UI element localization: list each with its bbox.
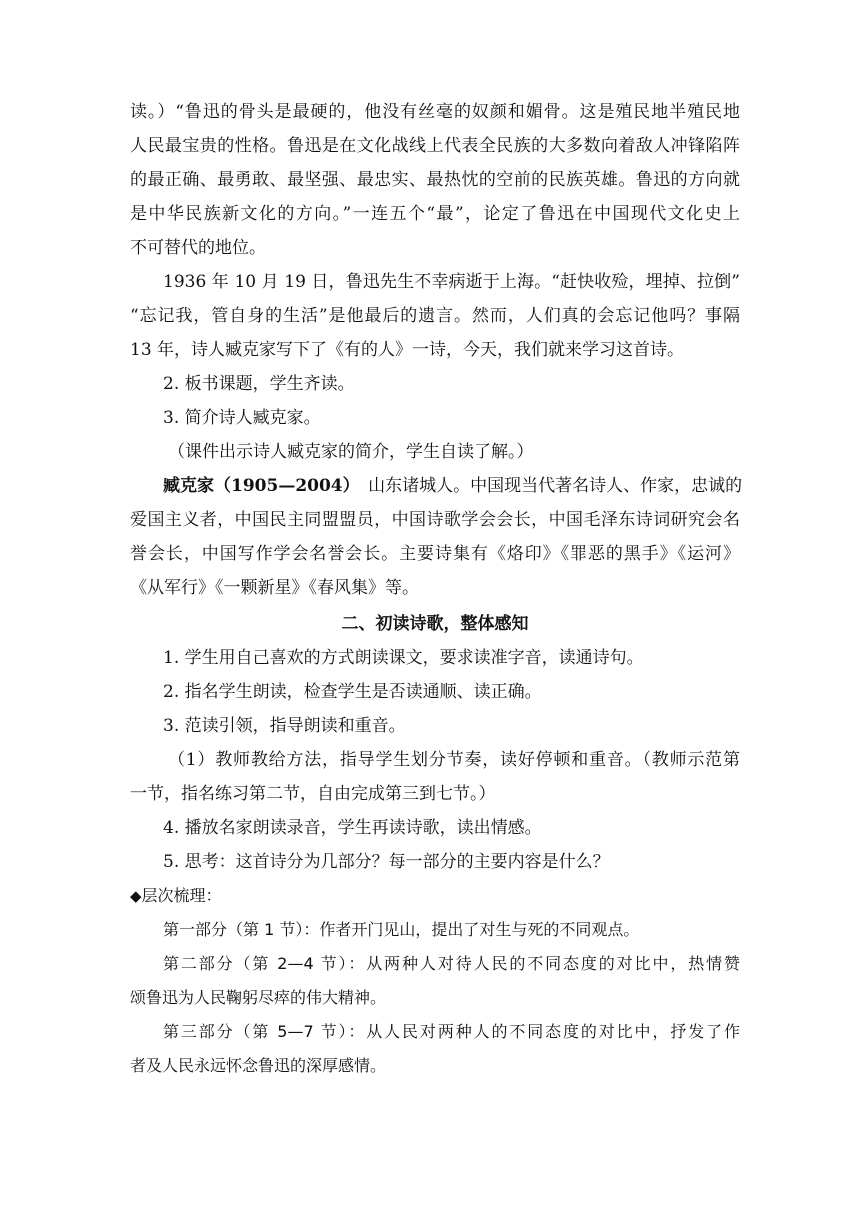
section-heading: 二、初读诗歌，整体感知 bbox=[341, 614, 529, 634]
note-line: （课件出示诗人臧克家的简介，学生自读了解。） bbox=[168, 442, 534, 462]
outline-label-text: 层次梳理： bbox=[141, 886, 222, 905]
author-name: 臧克家（1905—2004） bbox=[163, 476, 352, 496]
outline-item: 第三部分（第 5—7 节）：从人民对两种人的不同态度的对比中，抒发了作 bbox=[163, 1022, 740, 1041]
outline-item: 颂鲁迅为人民鞠躬尽瘁的伟大精神。 bbox=[130, 988, 387, 1007]
paragraph-line: 1936 年 10 月 19 日，鲁迅先生不幸病逝于上海。“赶快收殓，埋掉、拉倒” bbox=[163, 272, 740, 292]
list-item: 2. 板书课题，学生齐读。 bbox=[163, 374, 355, 394]
paragraph-line: 不可替代的地位。 bbox=[130, 238, 266, 258]
outline-item: 第二部分（第 2—4 节）：从两种人对待人民的不同态度的对比中，热情赞 bbox=[163, 954, 740, 973]
list-item: 5. 思考：这首诗分为几部分？每一部分的主要内容是什么？ bbox=[163, 852, 610, 872]
paragraph-line: 13 年，诗人臧克家写下了《有的人》一诗，今天，我们就来学习这首诗。 bbox=[130, 340, 685, 360]
bio-text: 山东诸城人。中国现当代著名诗人、作家，忠诚的 bbox=[351, 476, 743, 496]
outline-label bbox=[130, 886, 740, 906]
paragraph-line: （1）教师教给方法，指导学生划分节奏，读好停顿和重音。（教师示范第 bbox=[168, 750, 740, 770]
bio-line bbox=[163, 476, 743, 496]
paragraph-line: 爱国主义者，中国民主同盟盟员，中国诗歌学会会长，中国毛泽东诗词研究会名 bbox=[130, 510, 740, 530]
outline-item: 第一部分（第 1 节）：作者开门见山，提出了对生与死的不同观点。 bbox=[163, 920, 640, 939]
list-item: 4. 播放名家朗读录音，学生再读诗歌，读出情感。 bbox=[163, 818, 542, 838]
paragraph-line: 是中华民族新文化的方向。”一连五个“最”，论定了鲁迅在中国现代文化史上 bbox=[130, 204, 740, 224]
list-item: 3. 范读引领，指导朗读和重音。 bbox=[163, 716, 406, 736]
paragraph-line: 的最正确、最勇敢、最坚强、最忠实、最热忱的空前的民族英雄。鲁迅的方向就 bbox=[130, 170, 740, 190]
diamond-icon: ◆ bbox=[130, 887, 142, 905]
list-item: 2. 指名学生朗读，检查学生是否读通顺、读正确。 bbox=[163, 682, 542, 702]
paragraph-line: 一节，指名练习第二节，自由完成第三到七节。） bbox=[130, 784, 496, 804]
list-item: 3. 简介诗人臧克家。 bbox=[163, 408, 321, 428]
paragraph-line: 读。）“鲁迅的骨头是最硬的，他没有丝毫的奴颜和媚骨。这是殖民地半殖民地 bbox=[130, 102, 740, 122]
list-item: 1. 学生用自己喜欢的方式朗读课文，要求读准字音，读通诗句。 bbox=[163, 648, 644, 668]
paragraph-line: 誉会长，中国写作学会名誉会长。主要诗集有《烙印》《罪恶的黑手》《运河》 bbox=[130, 544, 740, 564]
paragraph-line: “忘记我，管自身的生活”是他最后的遗言。然而，人们真的会忘记他吗？事隔 bbox=[130, 306, 740, 326]
paragraph-line: 人民最宝贵的性格。鲁迅是在文化战线上代表全民族的大多数向着敌人冲锋陷阵 bbox=[130, 136, 740, 156]
outline-item: 者及人民永远怀念鲁迅的深厚感情。 bbox=[130, 1056, 387, 1075]
paragraph-line: 《从军行》《一颗新星》《春风集》等。 bbox=[130, 578, 419, 598]
